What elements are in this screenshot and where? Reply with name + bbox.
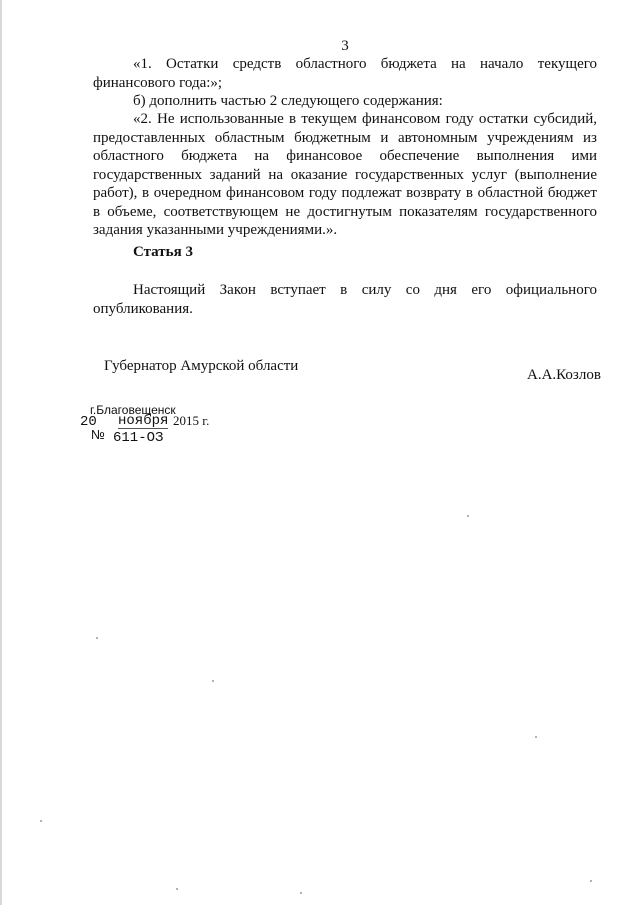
page-number: 3 — [341, 38, 349, 54]
stamp-number: 611-ОЗ — [113, 430, 164, 446]
stamp-month: ноября — [118, 413, 169, 429]
scan-speck — [212, 680, 214, 682]
paragraph-4: Настоящий Закон вступает в силу со дня его официального опубликования. — [93, 282, 597, 317]
paragraph-3: «2. Не использованные в текущем финансовом году остатки субсидий, предоставленных областным бюджетным и автономным учреждениям из областного бюджета на финансовое обеспечение выполнения ими государственных заданий на оказание государственных услуг (выполнение работ), в очередном финансовом году подлежат возврату в областной бюджет в объеме, соответствующем не достигнутым показателям государственного задания указанными учреждениями.». — [93, 111, 597, 238]
stamp-day: 20 — [80, 414, 97, 430]
signature-title: Губернатор Амурской области — [104, 358, 299, 374]
stamp-city: г.Благовещенск — [90, 403, 176, 417]
scan-speck — [535, 736, 537, 738]
stamp-year: 2015 г. — [173, 413, 210, 428]
paragraph-2: б) дополнить частью 2 следующего содержания: — [133, 93, 443, 109]
scan-speck — [176, 888, 178, 890]
scan-edge — [0, 0, 2, 905]
scan-speck — [40, 820, 42, 822]
stamp-number-sign: № — [91, 427, 105, 442]
scan-speck — [96, 637, 98, 639]
paragraph-1: «1. Остатки средств областного бюджета на начало текущего финансового года:»; — [93, 56, 597, 91]
scan-speck — [590, 880, 592, 882]
scan-speck — [467, 515, 469, 517]
signature-name: А.А.Козлов — [527, 367, 601, 383]
article-heading: Статья 3 — [133, 244, 193, 260]
scan-speck — [300, 892, 302, 894]
